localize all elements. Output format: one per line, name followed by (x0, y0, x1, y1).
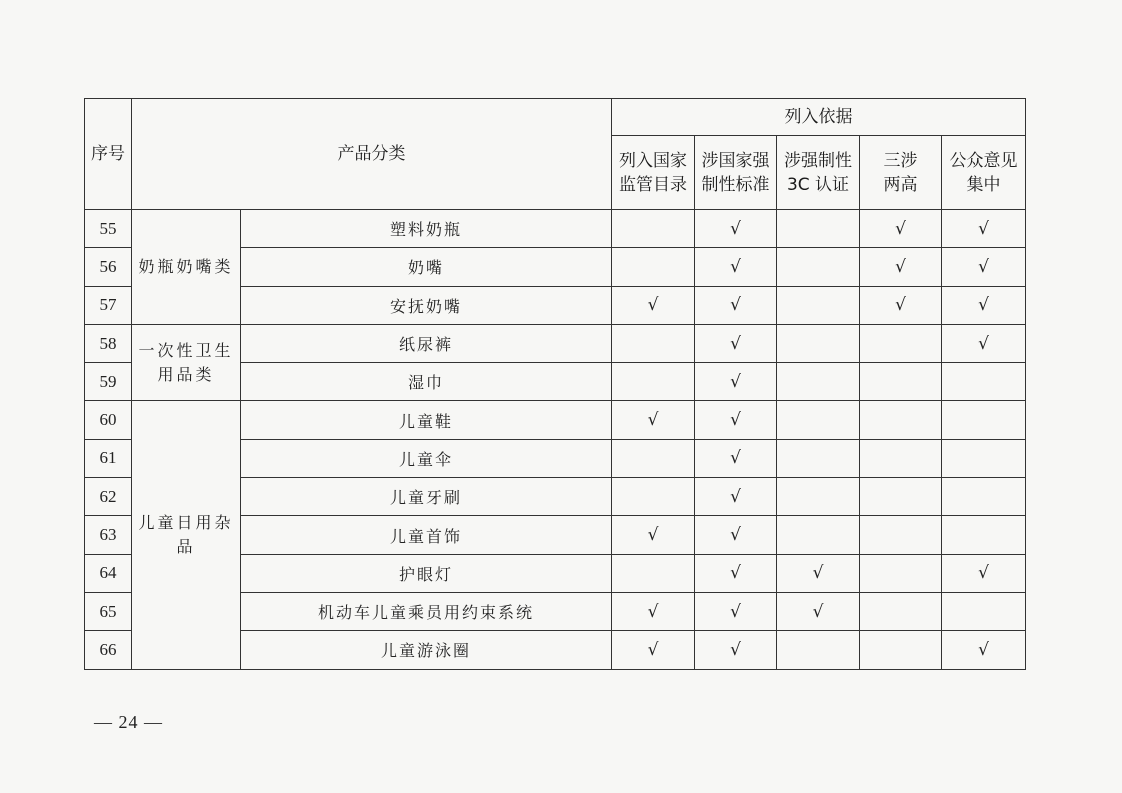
mark-cell: √ (942, 631, 1026, 669)
header-col-3c-certification (777, 136, 860, 210)
mark-cell (860, 439, 942, 477)
mark-cell: √ (777, 554, 860, 592)
group-category: 一次性卫生用品类 (132, 324, 241, 401)
row-number: 64 (85, 554, 132, 592)
mark-cell (612, 210, 695, 248)
product-name: 儿童伞 (241, 439, 612, 477)
mark-cell (942, 478, 1026, 516)
mark-cell (860, 516, 942, 554)
header-basis: 列入依据 (612, 99, 1026, 136)
row-number: 65 (85, 592, 132, 630)
mark-cell (612, 554, 695, 592)
mark-cell: √ (612, 592, 695, 630)
row-number: 58 (85, 324, 132, 362)
header-col-public-opinion (942, 136, 1026, 210)
row-number: 57 (85, 286, 132, 324)
header-col4-text: 三涉两高 (883, 150, 918, 195)
mark-cell (612, 248, 695, 286)
header-seq: 序号 (85, 99, 132, 210)
mark-cell: √ (695, 478, 777, 516)
row-number: 61 (85, 439, 132, 477)
mark-cell: √ (695, 324, 777, 362)
header-col-national-catalog (612, 136, 695, 210)
mark-cell (860, 401, 942, 439)
mark-cell (942, 401, 1026, 439)
mark-cell (777, 363, 860, 401)
mark-cell (777, 324, 860, 362)
product-name: 湿巾 (241, 363, 612, 401)
mark-cell (777, 248, 860, 286)
mark-cell (612, 439, 695, 477)
mark-cell: √ (695, 363, 777, 401)
mark-cell: √ (695, 516, 777, 554)
mark-cell (777, 516, 860, 554)
product-name: 护眼灯 (241, 554, 612, 592)
mark-cell: √ (695, 210, 777, 248)
group-category: 儿童日用杂品 (132, 401, 241, 669)
header-col-three-two (860, 136, 942, 210)
mark-cell (860, 324, 942, 362)
mark-cell (942, 439, 1026, 477)
product-name: 儿童鞋 (241, 401, 612, 439)
group-category: 奶瓶奶嘴类 (132, 210, 241, 325)
mark-cell: √ (695, 248, 777, 286)
mark-cell (942, 516, 1026, 554)
mark-cell: √ (612, 286, 695, 324)
mark-cell: √ (942, 210, 1026, 248)
product-table (84, 98, 1026, 670)
header-category: 产品分类 (132, 99, 612, 210)
header-col3-text: 涉强制性3C 认证 (784, 150, 852, 195)
product-name: 安抚奶嘴 (241, 286, 612, 324)
header-col-mandatory-standard (695, 136, 777, 210)
mark-cell: √ (777, 592, 860, 630)
product-name: 纸尿裤 (241, 324, 612, 362)
mark-cell (942, 592, 1026, 630)
mark-cell: √ (612, 401, 695, 439)
page-number: — 24 — (94, 712, 163, 732)
mark-cell (777, 478, 860, 516)
product-name: 塑料奶瓶 (241, 210, 612, 248)
mark-cell (612, 363, 695, 401)
row-number: 60 (85, 401, 132, 439)
table-row (85, 324, 1026, 362)
row-number: 56 (85, 248, 132, 286)
mark-cell (860, 363, 942, 401)
mark-cell: √ (695, 286, 777, 324)
product-name: 奶嘴 (241, 248, 612, 286)
mark-cell (942, 363, 1026, 401)
mark-cell (860, 478, 942, 516)
product-name: 儿童牙刷 (241, 478, 612, 516)
mark-cell (777, 401, 860, 439)
mark-cell: √ (942, 324, 1026, 362)
mark-cell: √ (695, 592, 777, 630)
mark-cell (777, 210, 860, 248)
table-row (85, 210, 1026, 248)
mark-cell: √ (942, 286, 1026, 324)
product-name: 机动车儿童乘员用约束系统 (241, 592, 612, 630)
mark-cell: √ (860, 248, 942, 286)
mark-cell: √ (695, 631, 777, 669)
mark-cell (860, 631, 942, 669)
row-number: 62 (85, 478, 132, 516)
mark-cell (860, 592, 942, 630)
header-col1-text: 列入国家监管目录 (619, 150, 687, 195)
mark-cell: √ (695, 439, 777, 477)
mark-cell (777, 439, 860, 477)
mark-cell (860, 554, 942, 592)
product-name: 儿童首饰 (241, 516, 612, 554)
mark-cell (612, 478, 695, 516)
mark-cell (612, 324, 695, 362)
header-col5-text: 公众意见集中 (949, 150, 1018, 195)
mark-cell (777, 631, 860, 669)
mark-cell (777, 286, 860, 324)
mark-cell: √ (860, 210, 942, 248)
product-name: 儿童游泳圈 (241, 631, 612, 669)
mark-cell: √ (695, 554, 777, 592)
table-row (85, 401, 1026, 439)
mark-cell: √ (612, 631, 695, 669)
row-number: 66 (85, 631, 132, 669)
mark-cell: √ (695, 401, 777, 439)
mark-cell: √ (860, 286, 942, 324)
row-number: 55 (85, 210, 132, 248)
row-number: 59 (85, 363, 132, 401)
mark-cell: √ (942, 554, 1026, 592)
mark-cell: √ (942, 248, 1026, 286)
mark-cell: √ (612, 516, 695, 554)
row-number: 63 (85, 516, 132, 554)
header-col2-text: 涉国家强制性标准 (701, 150, 770, 195)
